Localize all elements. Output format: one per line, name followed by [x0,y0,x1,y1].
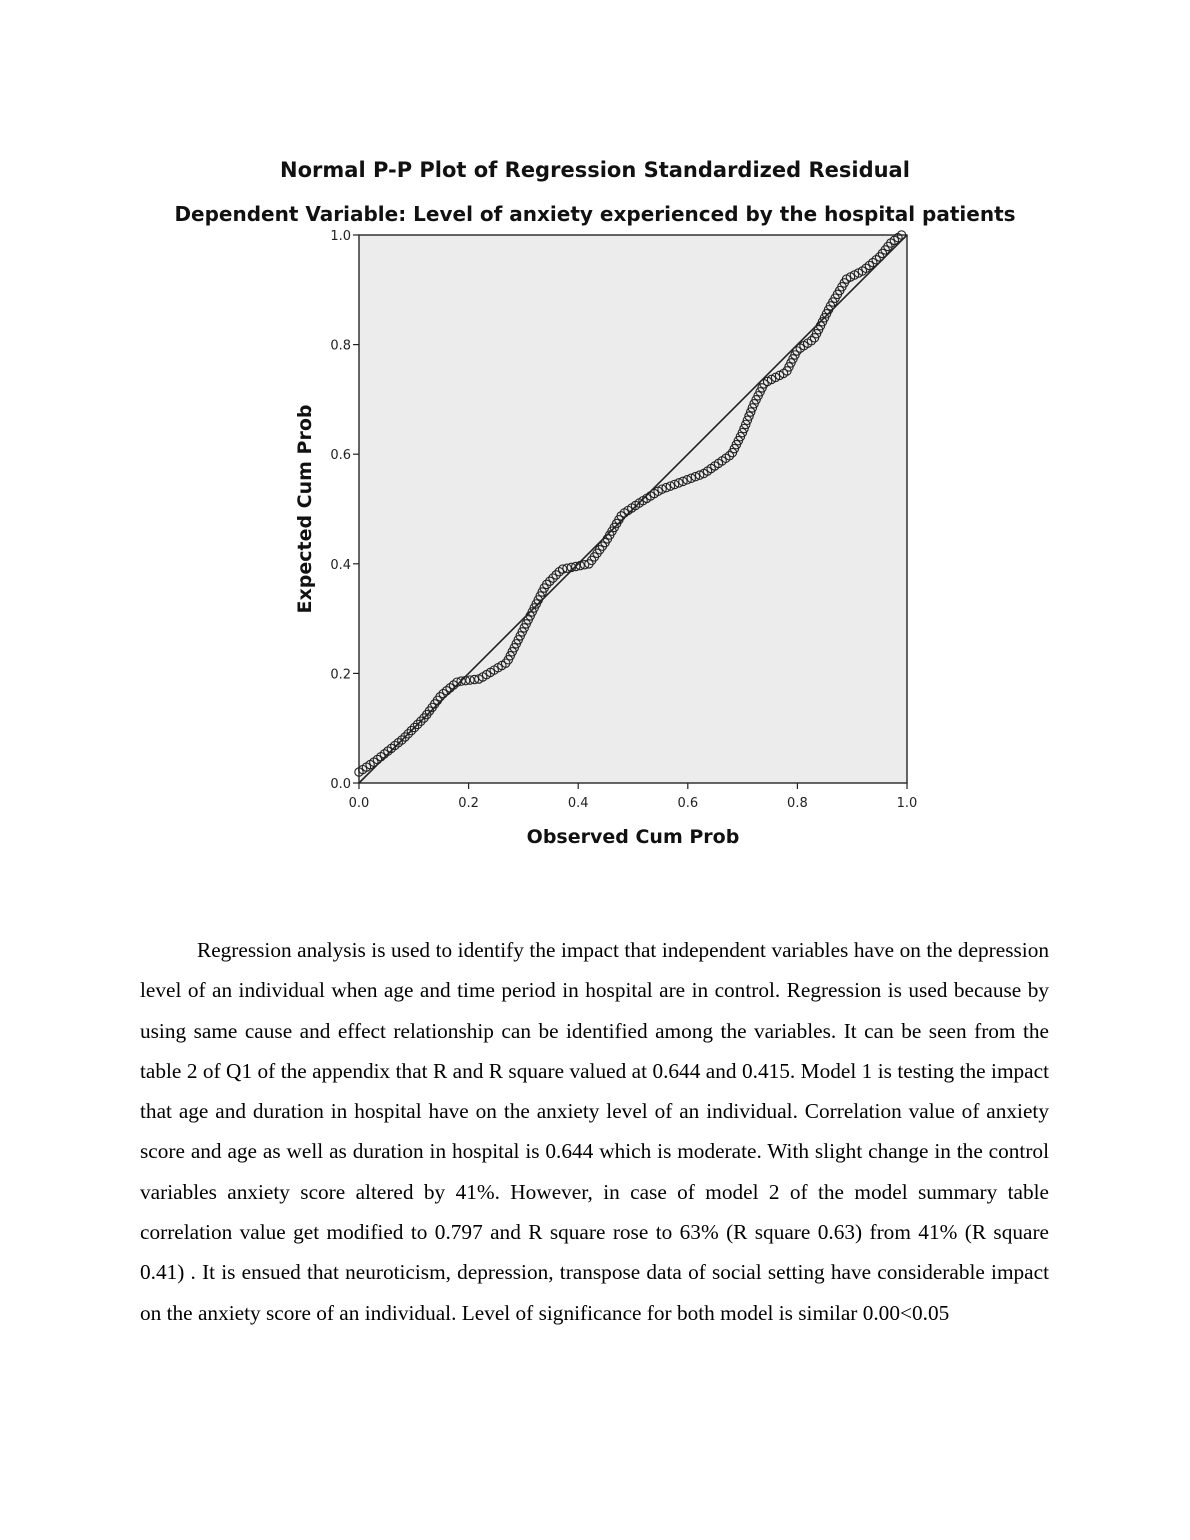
y-tick-label: 1.0 [330,229,351,244]
x-axis-label: Observed Cum Prob [526,826,740,848]
x-tick-label: 0.6 [677,796,699,811]
x-tick-label: 0.8 [787,796,808,811]
y-tick-label: 0.8 [330,338,351,354]
y-tick-label: 0.4 [330,557,351,573]
x-tick-label: 0.0 [348,796,370,811]
body-paragraph: Regression analysis is used to identify the impact that independent variables have on the depression level of an individual when age and time period in hospital are in control. Regression is used because by using same cause and effect relationship can be identified among the variables. It can be seen from the table 2 of Q1 of the appendix that R and R square valued at 0.644 and 0.415. Model 1 is testing the impact that age and duration in hospital have on the anxiety level of an individual. Correlation value of anxiety score and age as well as duration in hospital is 0.644 which is moderate. With slight change in the control variables anxiety score altered by 41%. However, in case of model 2 of the model summary table correlation value get modified to 0.797 and R square rose to 63% (R square 0.63) from 41% (R square 0.41) . It is ensued that neuroticism, depression, transpose data of social setting have considerable impact on the anxiety score of an individual. Level of significance for both model is similar 0.00<0.05 [140,938,1049,1325]
y-axis-label: Expected Cum Prob [294,404,316,614]
y-tick-label: 0.6 [330,448,351,464]
y-tick-label: 0.0 [330,777,351,792]
y-tick-label: 0.2 [330,667,351,683]
x-tick-label: 0.4 [567,796,589,811]
x-tick-label: 0.2 [458,796,479,811]
chart-title: Normal P-P Plot of Regression Standardized Residual [280,158,910,182]
x-tick-label: 1.0 [896,796,918,811]
chart-subtitle: Dependent Variable: Level of anxiety experienced by the hospital patients [174,202,1016,226]
